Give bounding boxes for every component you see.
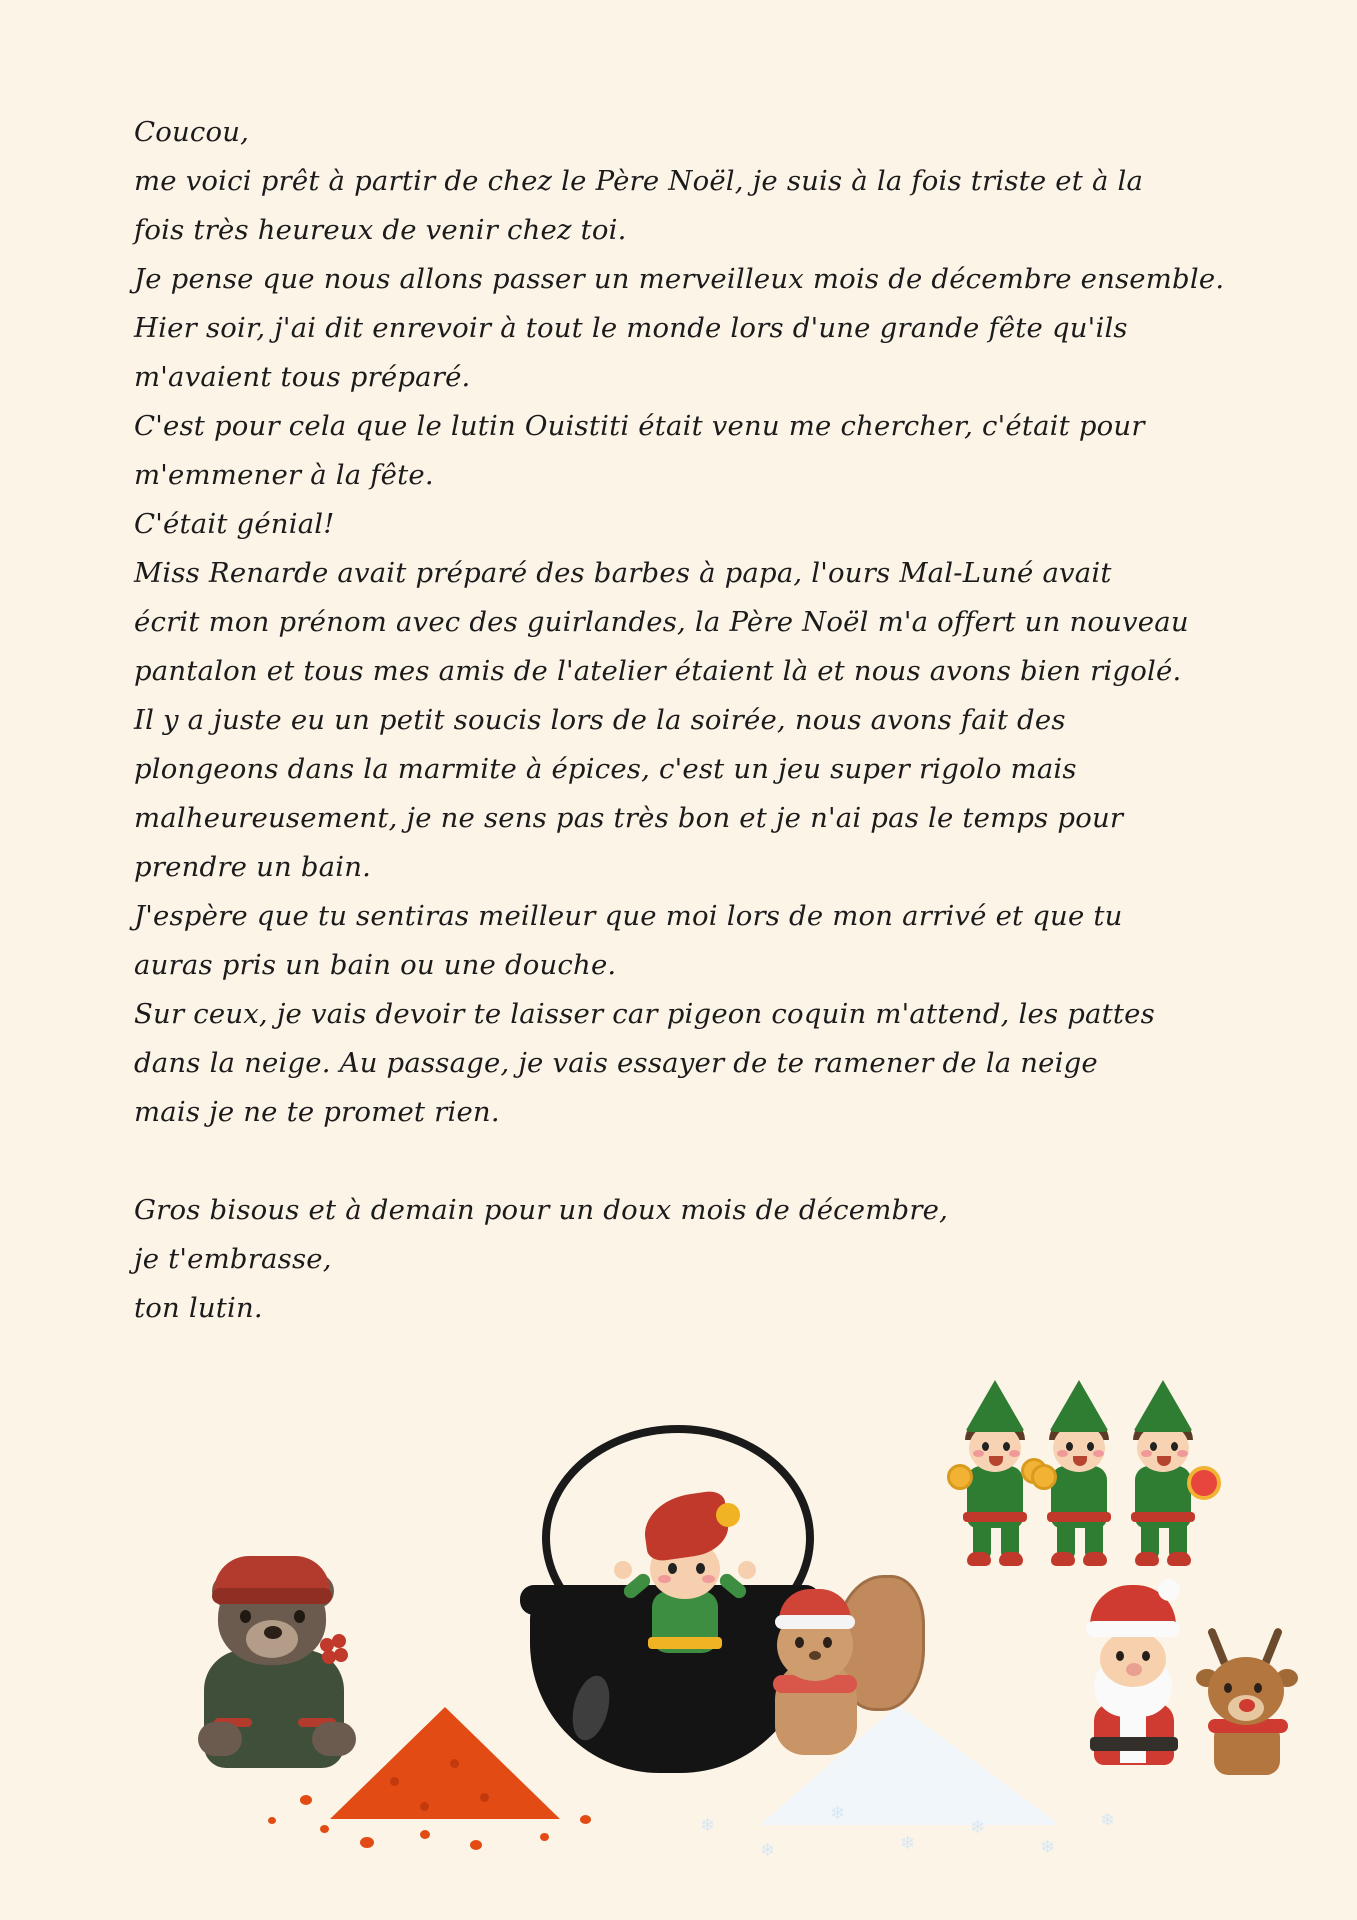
- bear-eye: [240, 1610, 251, 1623]
- letter-line: Sur ceux, je vais devoir te laisser car pigeon coquin m'attend, les pattes: [134, 998, 1155, 1030]
- elf-singer: [955, 1380, 1035, 1570]
- letter-line: mais je ne te promet rien.: [134, 1096, 500, 1128]
- letter-line: m'avaient tous préparé.: [134, 361, 471, 393]
- letter-line: Coucou,: [134, 116, 250, 148]
- bear-paw: [198, 1722, 242, 1756]
- letter-line: J'espère que tu sentiras meilleur que moi lors de mon arrivé et que tu: [134, 900, 1123, 932]
- santa-hat-pompom: [1158, 1579, 1180, 1601]
- tambourine-icon: [1187, 1466, 1221, 1500]
- santa-claus-icon: [1080, 1585, 1190, 1775]
- elf-singer: [1123, 1380, 1203, 1570]
- squirrel-icon: [755, 1575, 915, 1775]
- letter-signature: ton lutin.: [134, 1292, 263, 1324]
- santa-hat-brim: [1086, 1621, 1180, 1637]
- letter-body: [134, 108, 1224, 1333]
- elf-eye: [696, 1563, 705, 1574]
- letter-line: Je pense que nous allons passer un merveilleux mois de décembre ensemble.: [134, 263, 1225, 295]
- letter-line: écrit mon prénom avec des guirlandes, la Père Noël m'a offert un nouveau: [134, 606, 1189, 638]
- elf-singer: [1039, 1380, 1119, 1570]
- maraca-icon: [1031, 1464, 1057, 1490]
- letter-line: C'est pour cela que le lutin Ouistiti était venu me chercher, c'était pour: [134, 410, 1145, 442]
- elf-hat-pompom: [716, 1503, 740, 1527]
- santa-hat-brim: [775, 1615, 855, 1629]
- letter-line: auras pris un bain ou une douche.: [134, 949, 617, 981]
- reindeer-nose: [1239, 1699, 1255, 1712]
- maraca-icon: [947, 1464, 973, 1490]
- letter-line: Il y a juste eu un petit soucis lors de la soirée, nous avons fait des: [134, 704, 1066, 736]
- letter-line: m'emmener à la fête.: [134, 459, 434, 491]
- three-elves-icon: [955, 1380, 1215, 1570]
- bear-nose: [264, 1626, 282, 1639]
- letter-line: fois très heureux de venir chez toi.: [134, 214, 627, 246]
- elf-cheek: [702, 1575, 715, 1583]
- letter-closing-line: Gros bisous et à demain pour un doux mois de décembre,: [134, 1194, 949, 1226]
- elf-belt: [648, 1637, 722, 1649]
- bear-eye: [294, 1610, 305, 1623]
- bear-icon: [190, 1570, 370, 1770]
- squirrel-nose: [809, 1651, 821, 1660]
- santa-belt: [1090, 1737, 1178, 1751]
- squirrel-eye: [795, 1637, 804, 1648]
- santa-eye: [1142, 1651, 1150, 1661]
- santa-eye: [1116, 1651, 1124, 1661]
- letter-line: C'était génial!: [134, 508, 335, 540]
- letter-line: me voici prêt à partir de chez le Père Noël, je suis à la fois triste et à la: [134, 165, 1144, 197]
- santa-face: [1100, 1631, 1166, 1687]
- letter-line: Miss Renarde avait préparé des barbes à papa, l'ours Mal-Luné avait: [134, 557, 1112, 589]
- letter-line: plongeons dans la marmite à épices, c'est un jeu super rigolo mais: [134, 753, 1077, 785]
- letter-line: Hier soir, j'ai dit enrevoir à tout le monde lors d'une grande fête qu'ils: [134, 312, 1128, 344]
- bear-paw: [312, 1722, 356, 1756]
- illustration-band: ❄ ❄ ❄ ❄ ❄ ❄ ❄: [0, 1385, 1357, 1920]
- letter-line: prendre un bain.: [134, 851, 372, 883]
- santa-nose: [1126, 1663, 1142, 1676]
- squirrel-eye: [823, 1637, 832, 1648]
- reindeer-eye: [1224, 1683, 1232, 1693]
- letter-spacer: [134, 1137, 1224, 1186]
- reindeer-eye: [1254, 1683, 1262, 1693]
- letter-line: pantalon et tous mes amis de l'atelier étaient là et nous avons bien rigolé.: [134, 655, 1182, 687]
- letter-line: dans la neige. Au passage, je vais essayer de te ramener de la neige: [134, 1047, 1098, 1079]
- elf-hand: [738, 1561, 756, 1579]
- elf-cheek: [658, 1575, 671, 1583]
- elf-eye: [668, 1563, 677, 1574]
- reindeer-icon: [1192, 1633, 1312, 1783]
- bear-hat-band: [212, 1588, 332, 1604]
- elf-hat-icon: [640, 1489, 732, 1562]
- letter-line: malheureusement, je ne sens pas très bon et je n'ai pas le temps pour: [134, 802, 1124, 834]
- letter-closing-line: je t'embrasse,: [134, 1243, 332, 1275]
- elf-hand: [614, 1561, 632, 1579]
- bear-flower-icon: [320, 1634, 350, 1664]
- elf-in-cauldron-icon: [620, 1495, 750, 1665]
